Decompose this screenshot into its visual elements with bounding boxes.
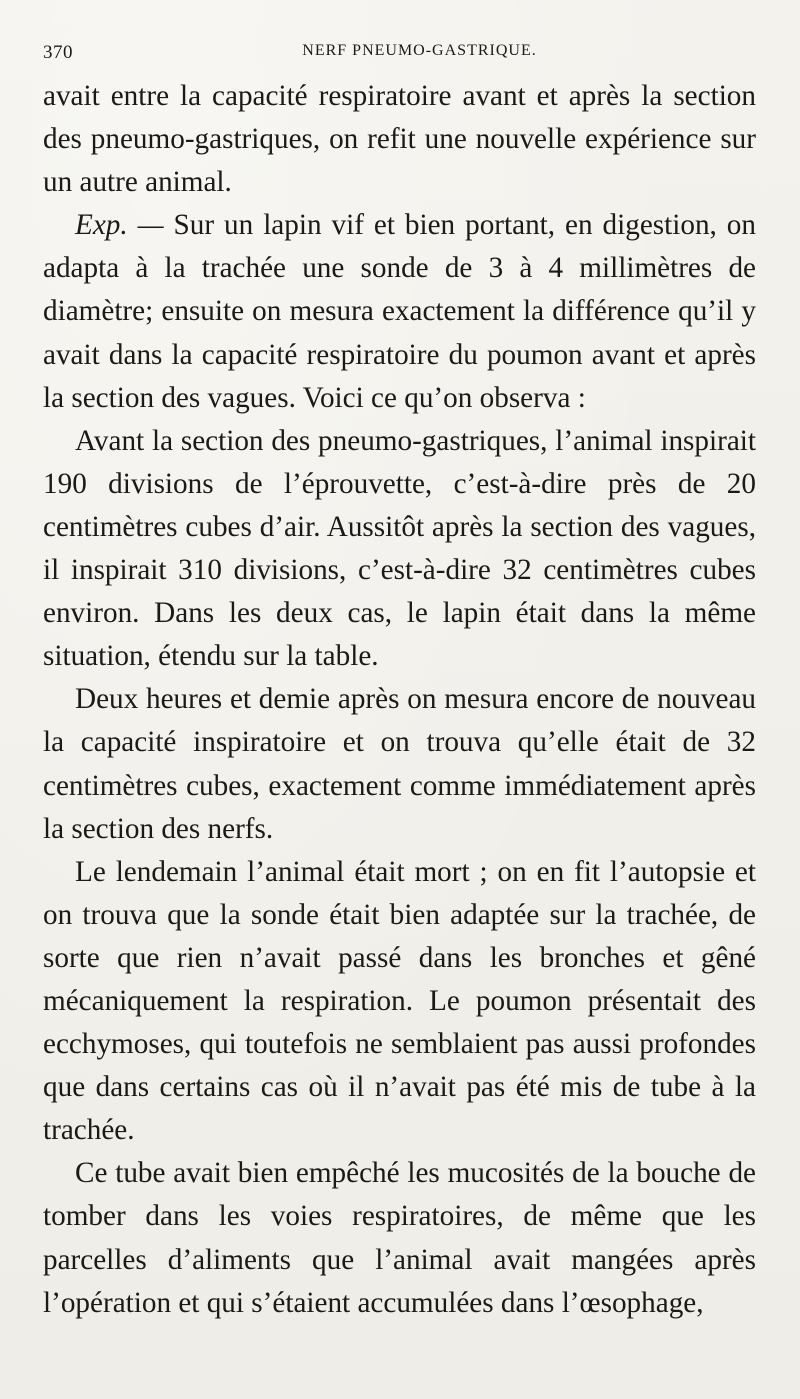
paragraph-text: Avant la section des pneumo-gastriques, l’animal inspirait 190 divisions de l’éprouvette, c’est-à-dire près de 20 centimètres cubes d’air. Aussitôt après la section des vagues, il inspirait 310 divisions, c’est-à-dire 32 centimètres cubes environ. Dans les deux cas, le lapin était dans la même situation, étendu sur la table.: [43, 424, 756, 673]
paragraph-continuation: [43, 75, 756, 204]
body-text: [43, 75, 756, 1325]
page-number: 370: [43, 42, 73, 63]
paragraph: [43, 420, 756, 679]
running-head: NERF PNEUMO-GASTRIQUE.: [302, 42, 537, 59]
paragraph: [43, 678, 756, 850]
paragraph-text: Deux heures et demie après on mesura encore de nouveau la capacité inspiratoire et on trouva qu’elle était de 32 centimètres cubes, exactement comme immédiatement après la section des nerfs.: [43, 683, 756, 845]
paragraph-text: Ce tube avait bien empêché les mucosités de la bouche de tomber dans les voies respiratoires, de même que les parcelles d’aliments que l’animal avait mangées après l’opération et qui s’étaient accumulées dans l’œsophage,: [43, 1157, 756, 1319]
paragraph-text: avait entre la capacité respiratoire avant et après la section des pneumo-gastriques, on refit une nouvelle expérience sur un autre animal.: [43, 80, 756, 199]
experiment-label: Exp. —: [75, 209, 164, 242]
paragraph-experiment: [43, 204, 756, 419]
paragraph: [43, 851, 756, 1153]
paragraph: [43, 1152, 756, 1324]
paragraph-text: Le lendemain l’animal était mort ; on en fit l’autopsie et on trouva que la sonde était bien adaptée sur la trachée, de sorte que rien n’avait passé dans les bronches et gêné mécaniquement la respiration. Le poumon présentait des ecchymoses, qui toutefois ne semblaient pas aussi profondes que dans certains cas où il n’avait pas été mis de tube à la trachée.: [43, 855, 756, 1147]
page-header: [43, 36, 756, 74]
paragraph-text: Sur un lapin vif et bien portant, en digestion, on adapta à la trachée une sonde de 3 à 4 millimètres de diamètre; ensuite on mesura exactement la différence qu’il y avait dans la capacité respiratoire du poumon avant et après la section des vagues. Voici ce qu’on observa :: [43, 209, 756, 414]
